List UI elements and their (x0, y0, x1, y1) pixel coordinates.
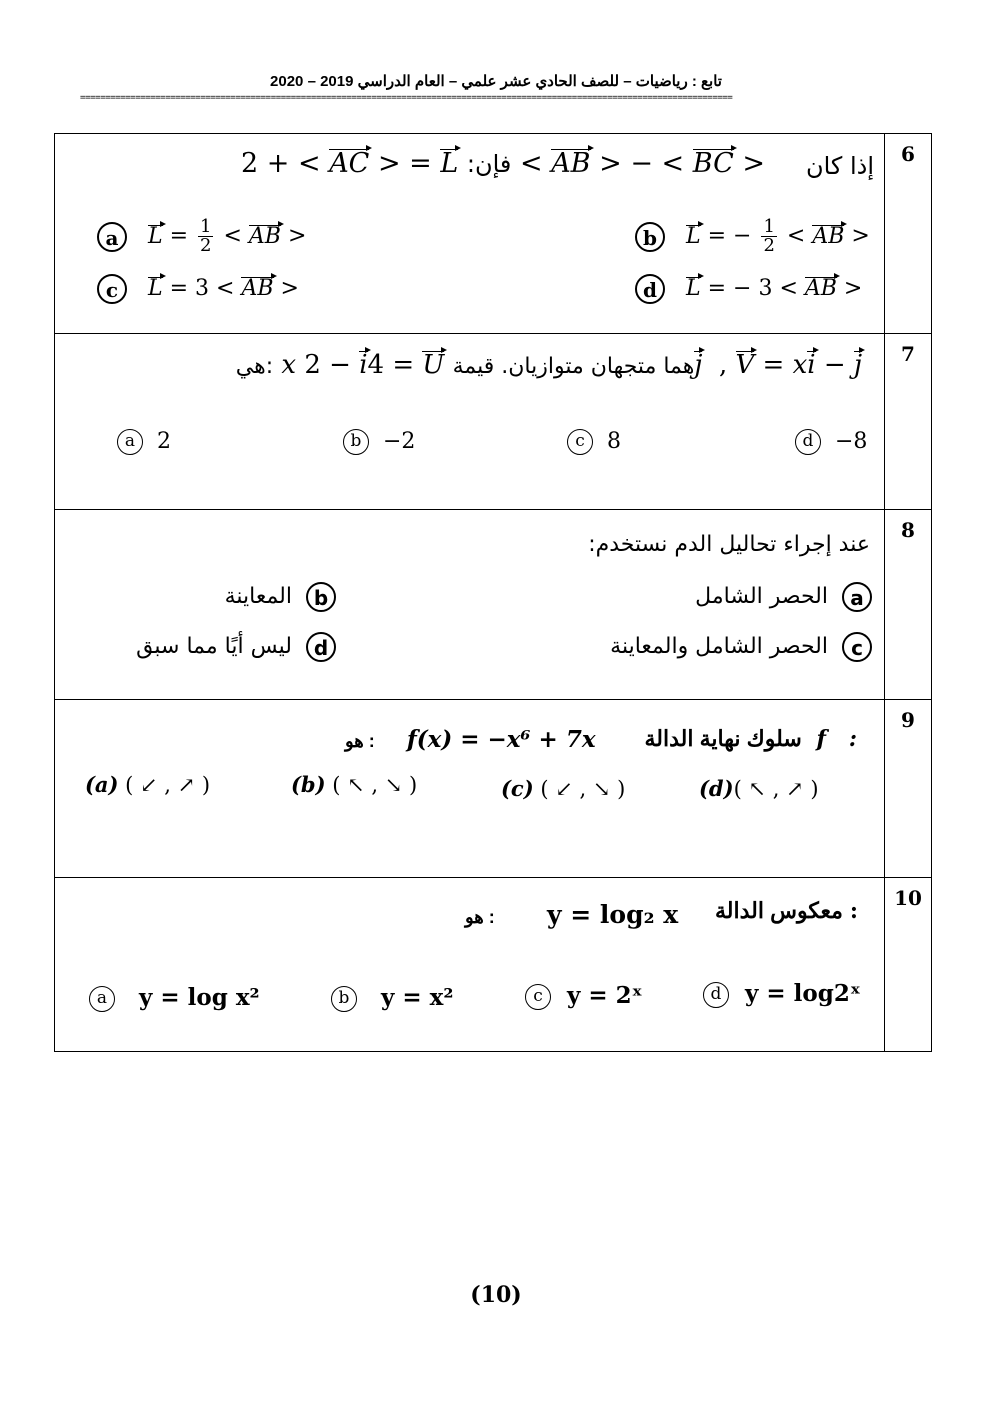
q8-option-d[interactable]: d ليس أيًا مما سبق (136, 632, 336, 662)
question-8-prompt: عند إجراء تحاليل الدم نستخدم: (588, 532, 870, 557)
q10-option-c[interactable]: c y = 2ˣ (525, 982, 643, 1010)
question-10-function: هو : y = log₂ x (465, 900, 679, 929)
question-row-6 (55, 134, 932, 334)
header-separator: ================================================================================================================================== (80, 94, 733, 103)
question-10-prompt: معكوس الدالة : (715, 898, 858, 924)
q10-option-b[interactable]: b y = x² (331, 984, 453, 1012)
question-9-body (55, 700, 885, 878)
question-number-10: 10 (885, 878, 932, 1052)
question-10-body (55, 878, 885, 1052)
question-row-10 (55, 878, 932, 1052)
question-row-9 (55, 700, 932, 878)
question-7-body (55, 334, 885, 510)
q6-option-a[interactable]: a L = $\frac{1}{2}$ < AB > (97, 218, 306, 255)
question-number-6: 6 (885, 134, 932, 334)
questions-table (54, 133, 932, 1052)
q8-option-a[interactable]: a الحصر الشامل (695, 582, 872, 612)
option-b-circle[interactable]: b (635, 222, 665, 252)
question-7-prompt: هي: x هما متجهان متوازيان. قيمة U = 4i − 2 j , V = xi − j (235, 350, 862, 380)
option-c-circle[interactable]: c (97, 274, 127, 304)
question-9-function: هو : f(x) = −x⁶ + 7x (345, 726, 596, 753)
option-d-circle[interactable]: d (635, 274, 665, 304)
option-a-circle[interactable]: a (97, 222, 127, 252)
q9-option-b[interactable]: (b) ( ↖ , ↘ ) (291, 772, 418, 797)
question-6-formula: فإن: L = < AC > + 2 < AB > − < BC > (241, 148, 765, 179)
question-6-prompt: إذا كان (805, 152, 874, 180)
q6-option-b[interactable]: b L = − $\frac{1}{2}$ < AB > (635, 218, 870, 255)
q8-option-b[interactable]: b المعاينة (225, 582, 336, 612)
q8-option-c[interactable]: c الحصر الشامل والمعاينة (610, 632, 872, 662)
question-9-prompt: سلوك نهاية الدالة f : (644, 726, 880, 752)
q10-option-d[interactable]: d y = log2ˣ (703, 980, 861, 1008)
q6-option-d[interactable]: d L = − 3 < AB > (635, 274, 862, 304)
question-row-8 (55, 510, 932, 700)
page-header: تابع : رياضيات – للصف الحادي عشر علمي – العام الدراسي 2019 – 2020 (270, 73, 722, 90)
question-number-7: 7 (885, 334, 932, 510)
q7-option-b[interactable]: b −2 (343, 429, 415, 455)
question-row-7 (55, 334, 932, 510)
page-number: (10) (470, 1282, 522, 1308)
q7-option-d[interactable]: d −8 (795, 429, 867, 455)
question-number-9: 9 (885, 700, 932, 878)
question-6-body (55, 134, 885, 334)
q7-option-c[interactable]: c 8 (567, 429, 621, 455)
q6-option-c[interactable]: c L = 3 < AB > (97, 274, 299, 304)
question-number-8: 8 (885, 510, 932, 700)
q9-option-a[interactable]: (a) ( ↙ , ↗ ) (85, 772, 211, 797)
question-8-body (55, 510, 885, 700)
q9-option-c[interactable]: (c) ( ↙ , ↘ ) (501, 776, 626, 801)
q7-option-a[interactable]: a 2 (117, 429, 171, 455)
q10-option-a[interactable]: a y = log x² (89, 984, 260, 1012)
q9-option-d[interactable]: (d)( ↖ , ↗ ) (699, 776, 819, 801)
